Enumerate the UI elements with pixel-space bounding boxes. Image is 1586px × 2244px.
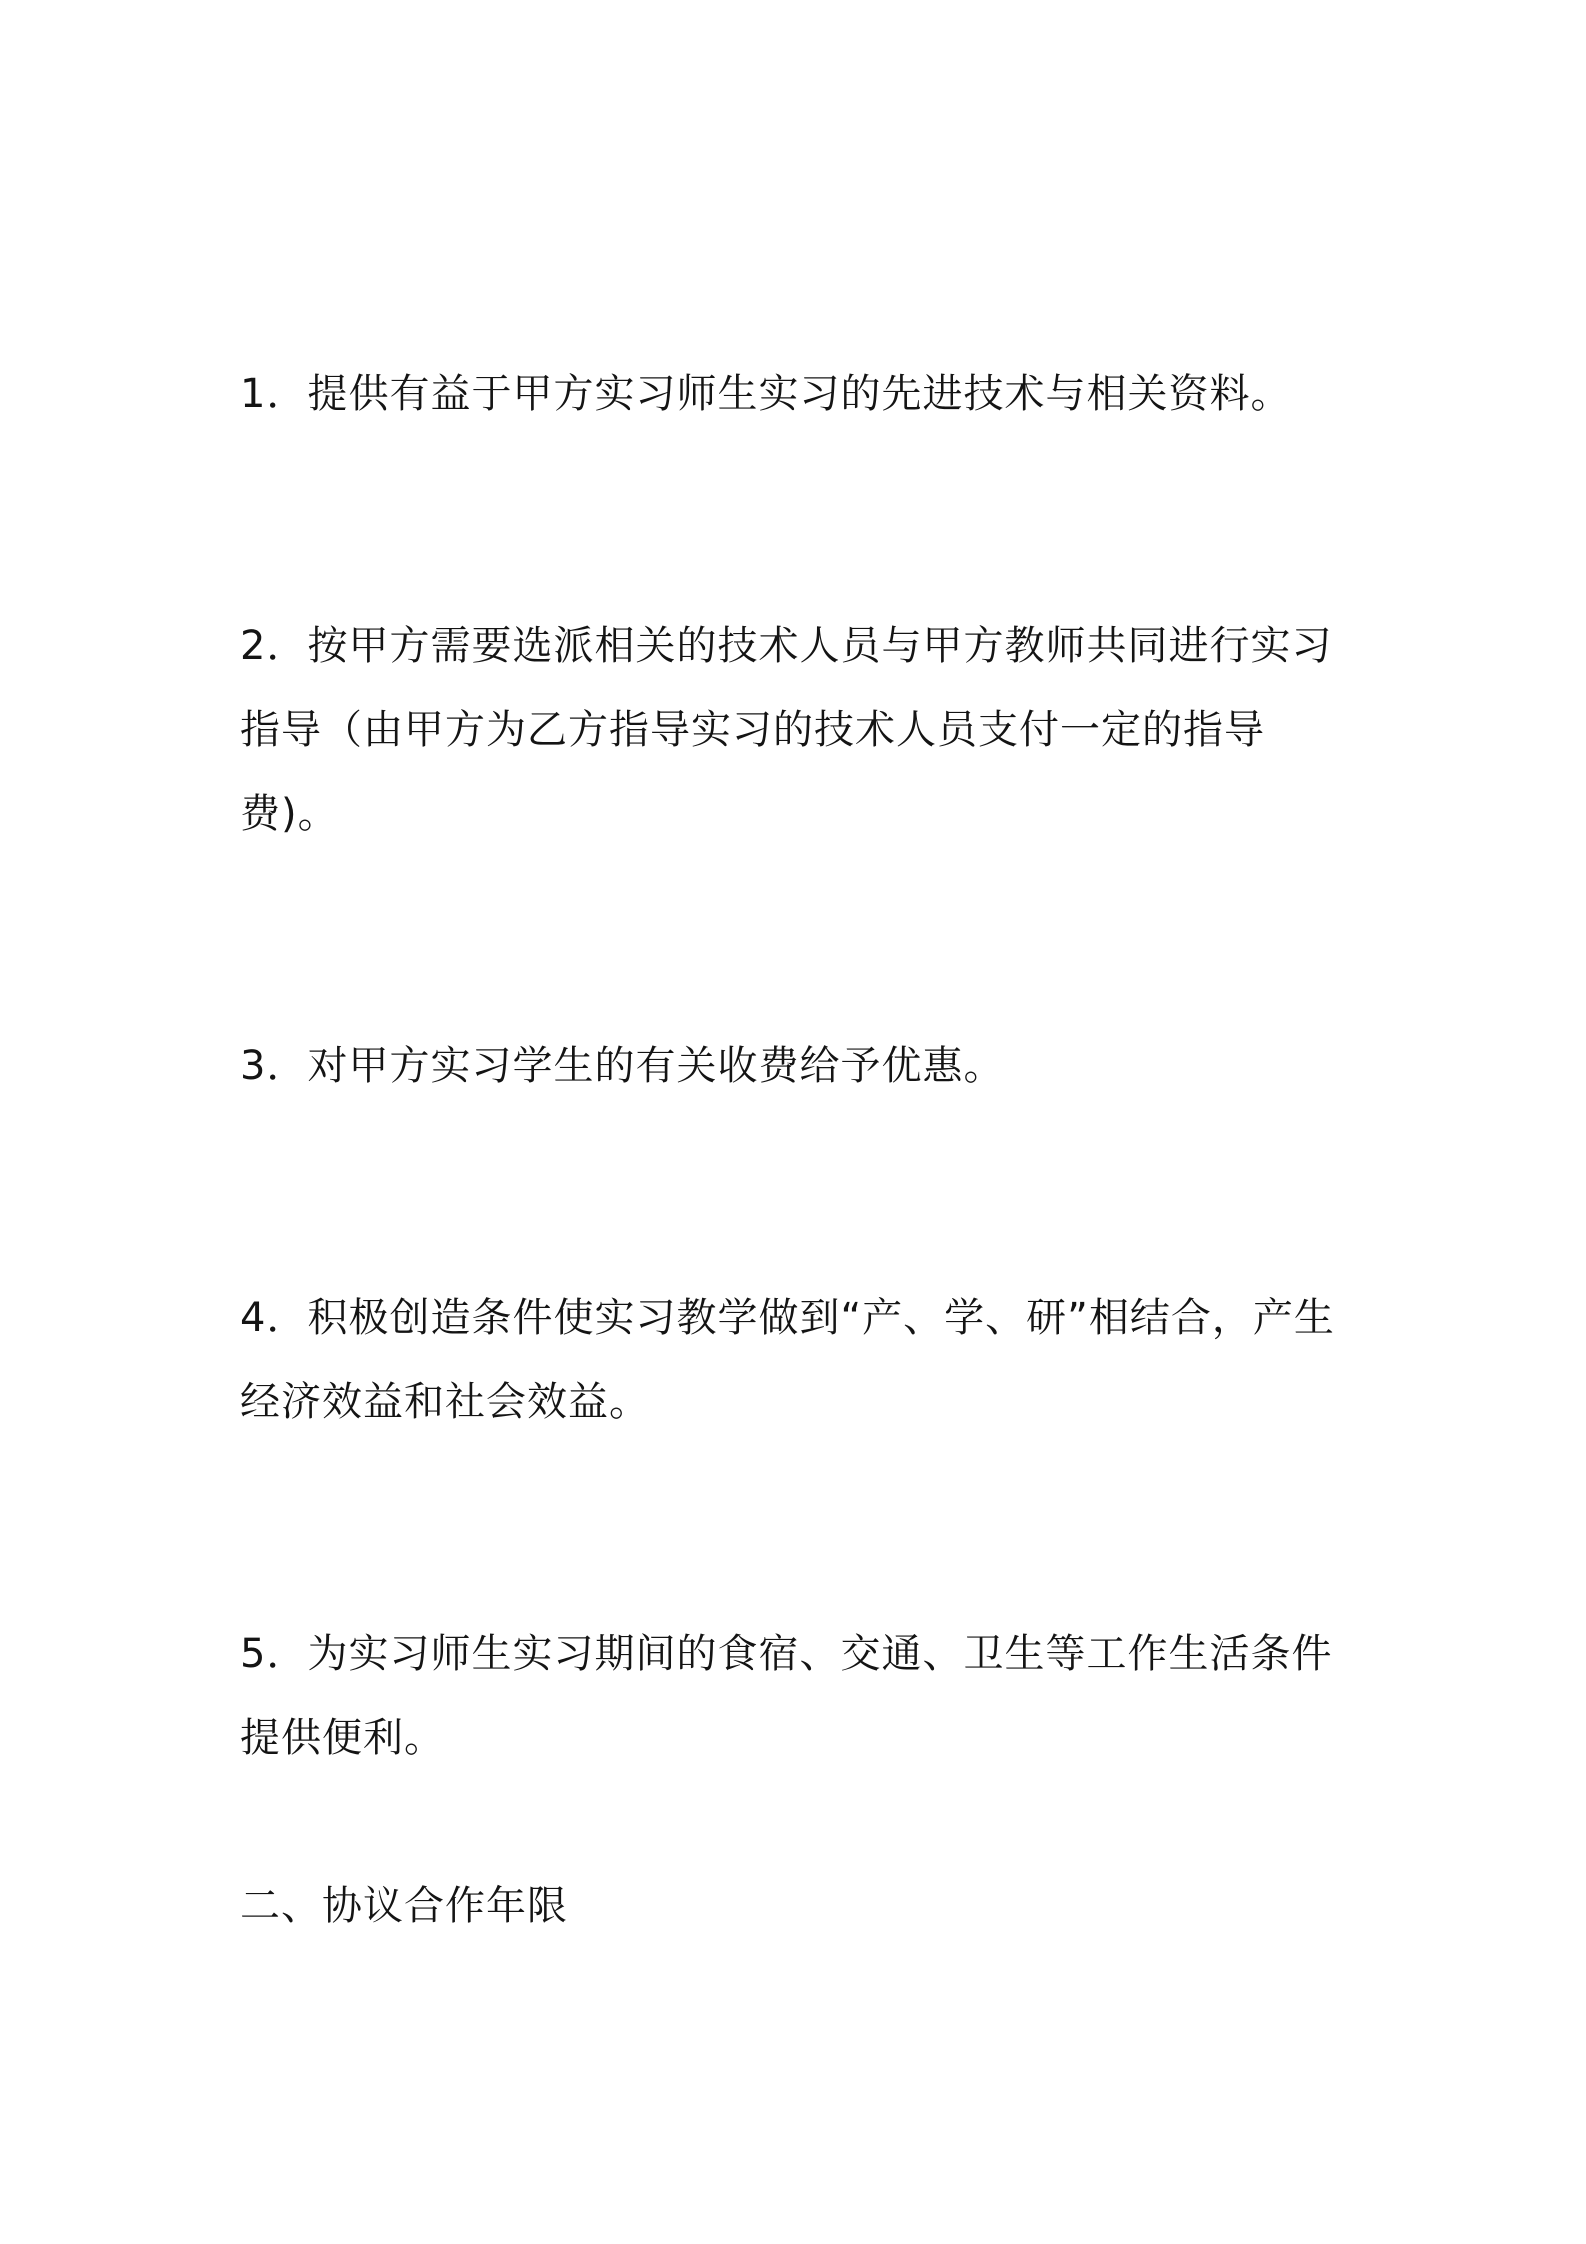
- clause-5-text: 5．为实习师生实习期间的食宿、交通、卫生等工作生活条件提供便利。: [240, 1631, 1333, 1761]
- clause-1-text: 1．提供有益于甲方实习师生实习的先进技术与相关资料。: [240, 371, 1292, 417]
- clause-2-text: 2．按甲方需要选派相关的技术人员与甲方教师共同进行实习指导（由甲方为乙方指导实习的技术人员支付一定的指导费)。: [240, 623, 1333, 837]
- clause-4-text: 4．积极创造条件使实习教学做到“产、学、研”相结合，产生经济效益和社会效益。: [240, 1295, 1335, 1425]
- clause-3-text: 3．对甲方实习学生的有关收费给予优惠。: [240, 1043, 1005, 1089]
- section-heading-cooperation-term: 二、协议合作年限: [240, 1883, 568, 1929]
